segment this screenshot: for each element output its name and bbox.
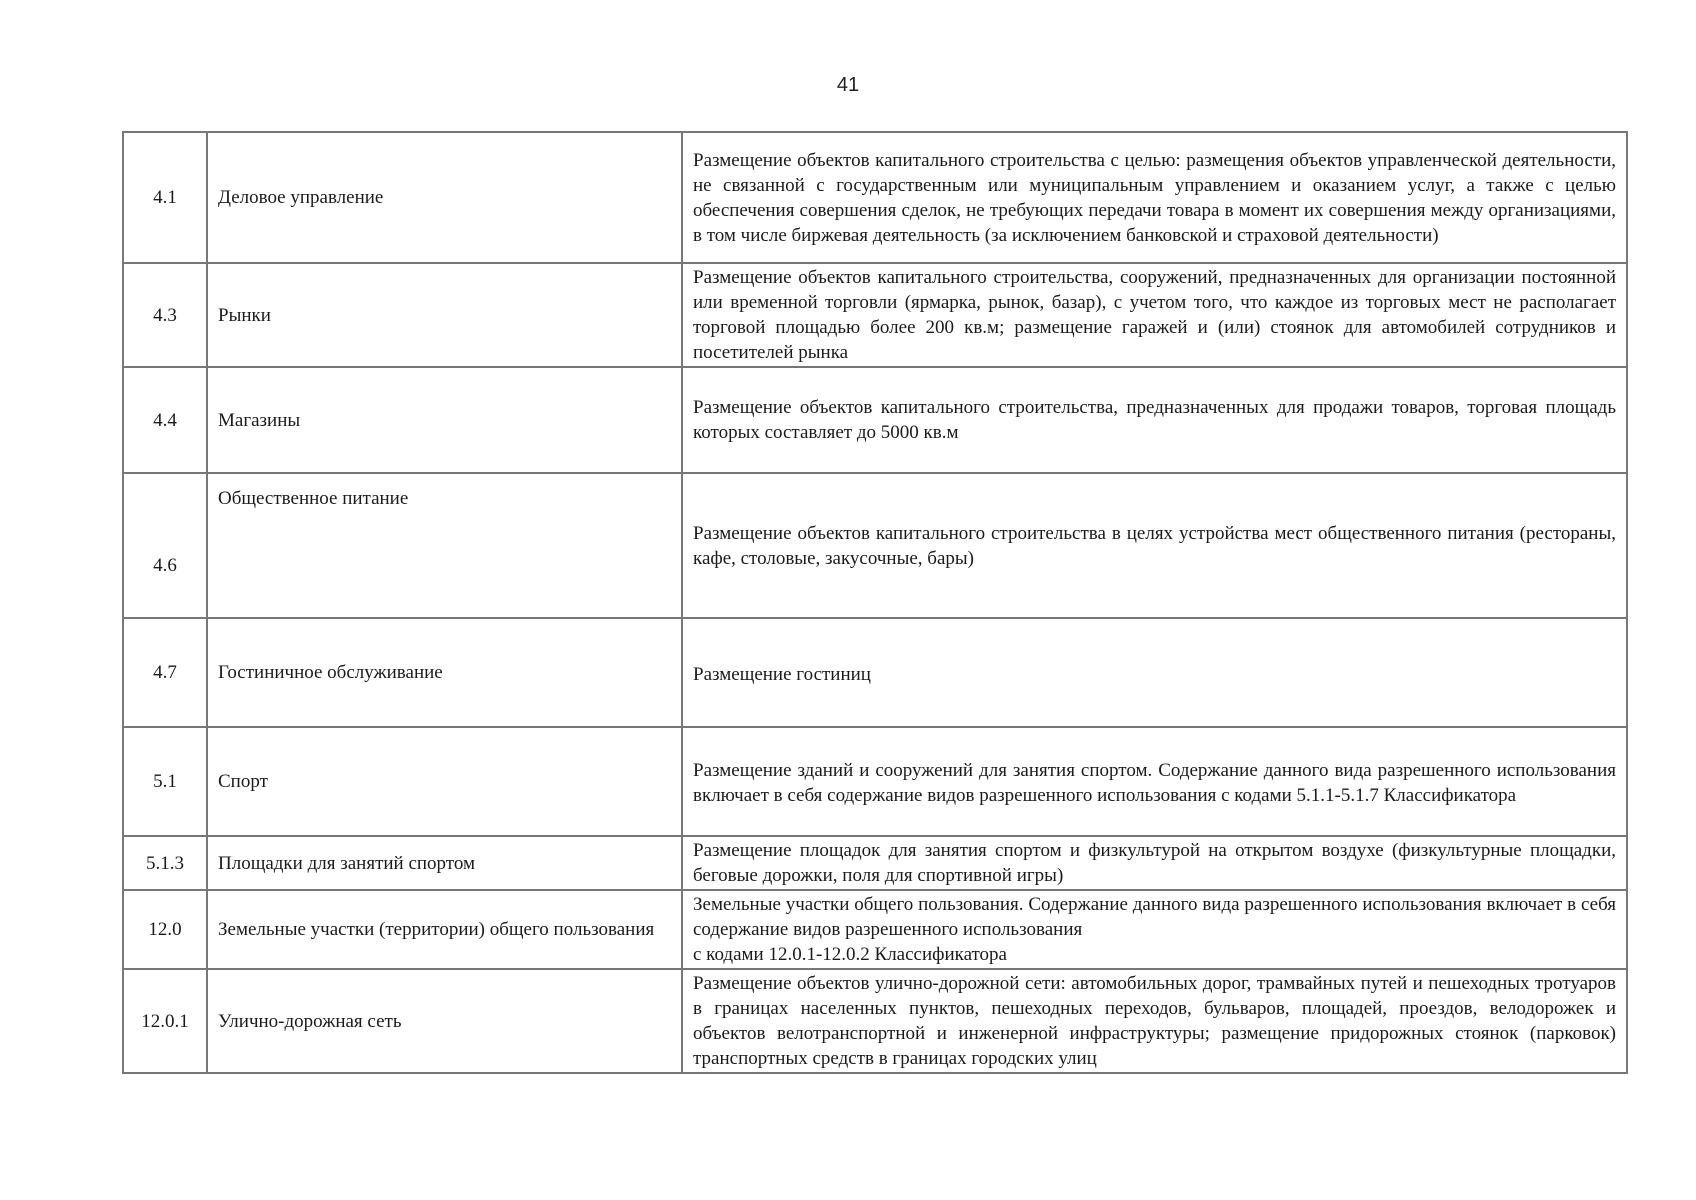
row-code: 4.4 (123, 367, 207, 473)
row-name: Общественное питание (207, 473, 682, 618)
row-description-line: с кодами 12.0.1-12.0.2 Классификатора (693, 944, 1007, 965)
table-row (123, 836, 1627, 890)
table-row (123, 473, 1627, 618)
row-code: 4.7 (123, 618, 207, 727)
table-row (123, 890, 1627, 969)
row-name: Площадки для занятий спортом (207, 836, 682, 890)
table-row (123, 263, 1627, 367)
row-code: 4.1 (123, 132, 207, 263)
row-description: Размещение объектов капитального строительства, предназначенных для продажи товаров, торговая площадь которых составляет до 5000 кв.м (682, 367, 1627, 473)
row-code: 4.3 (123, 263, 207, 367)
row-name: Земельные участки (территории) общего пользования (207, 890, 682, 969)
table-row (123, 727, 1627, 836)
table-row (123, 132, 1627, 263)
row-code: 12.0.1 (123, 969, 207, 1073)
row-name: Улично-дорожная сеть (207, 969, 682, 1073)
row-name: Рынки (207, 263, 682, 367)
table-row (123, 618, 1627, 727)
table-row (123, 969, 1627, 1073)
table-row (123, 367, 1627, 473)
row-description: Размещение объектов улично-дорожной сети: автомобильных дорог, трамвайных путей и пешеходных тротуаров в границах населенных пунктов, пешеходных переходов, бульваров, площадей, проездов, велодорожек и объектов велотранспортной и инженерной инфраструктуры; размещение придорожных стоянок (парковок) транспортных средств в границах городских улиц (682, 969, 1627, 1073)
row-description: Размещение гостиниц (682, 618, 1627, 727)
row-name: Деловое управление (207, 132, 682, 263)
row-code: 12.0 (123, 890, 207, 969)
row-code: 5.1 (123, 727, 207, 836)
row-description: Размещение объектов капитального строительства, сооружений, предназначенных для организации постоянной или временной торговли (ярмарка, рынок, базар), с учетом того, что каждое из торговых мест не располагает торговой площадью более 200 кв.м; размещение гаражей и (или) стоянок для автомобилей сотрудников и посетителей рынка (682, 263, 1627, 367)
row-description-line: Земельные участки общего пользования. Содержание данного вида разрешенного использования включает в себя содержание видов разрешенного использования (693, 894, 1616, 940)
row-code: 4.6 (123, 473, 207, 618)
row-name: Магазины (207, 367, 682, 473)
row-description: Размещение объектов капитального строительства с целью: размещения объектов управленческой деятельности, не связанной с государственным или муниципальным управлением и оказанием услуг, а также с целью обеспечения совершения сделок, не требующих передачи товара в момент их совершения между организациями, в том числе биржевая деятельность (за исключением банковской и страховой деятельности) (682, 132, 1627, 263)
row-description (682, 890, 1627, 969)
row-description: Размещение объектов капитального строительства в целях устройства мест общественного питания (рестораны, кафе, столовые, закусочные, бары) (682, 473, 1627, 618)
land-use-table (122, 131, 1628, 1074)
row-code: 5.1.3 (123, 836, 207, 890)
page-number: 41 (836, 74, 860, 96)
row-description: Размещение зданий и сооружений для занятия спортом. Содержание данного вида разрешенного использования включает в себя содержание видов разрешенного использования с кодами 5.1.1-5.1.7 Классификатора (682, 727, 1627, 836)
row-description: Размещение площадок для занятия спортом и физкультурой на открытом воздухе (физкультурные площадки, беговые дорожки, поля для спортивной игры) (682, 836, 1627, 890)
row-name: Гостиничное обслуживание (207, 618, 682, 727)
row-name: Спорт (207, 727, 682, 836)
